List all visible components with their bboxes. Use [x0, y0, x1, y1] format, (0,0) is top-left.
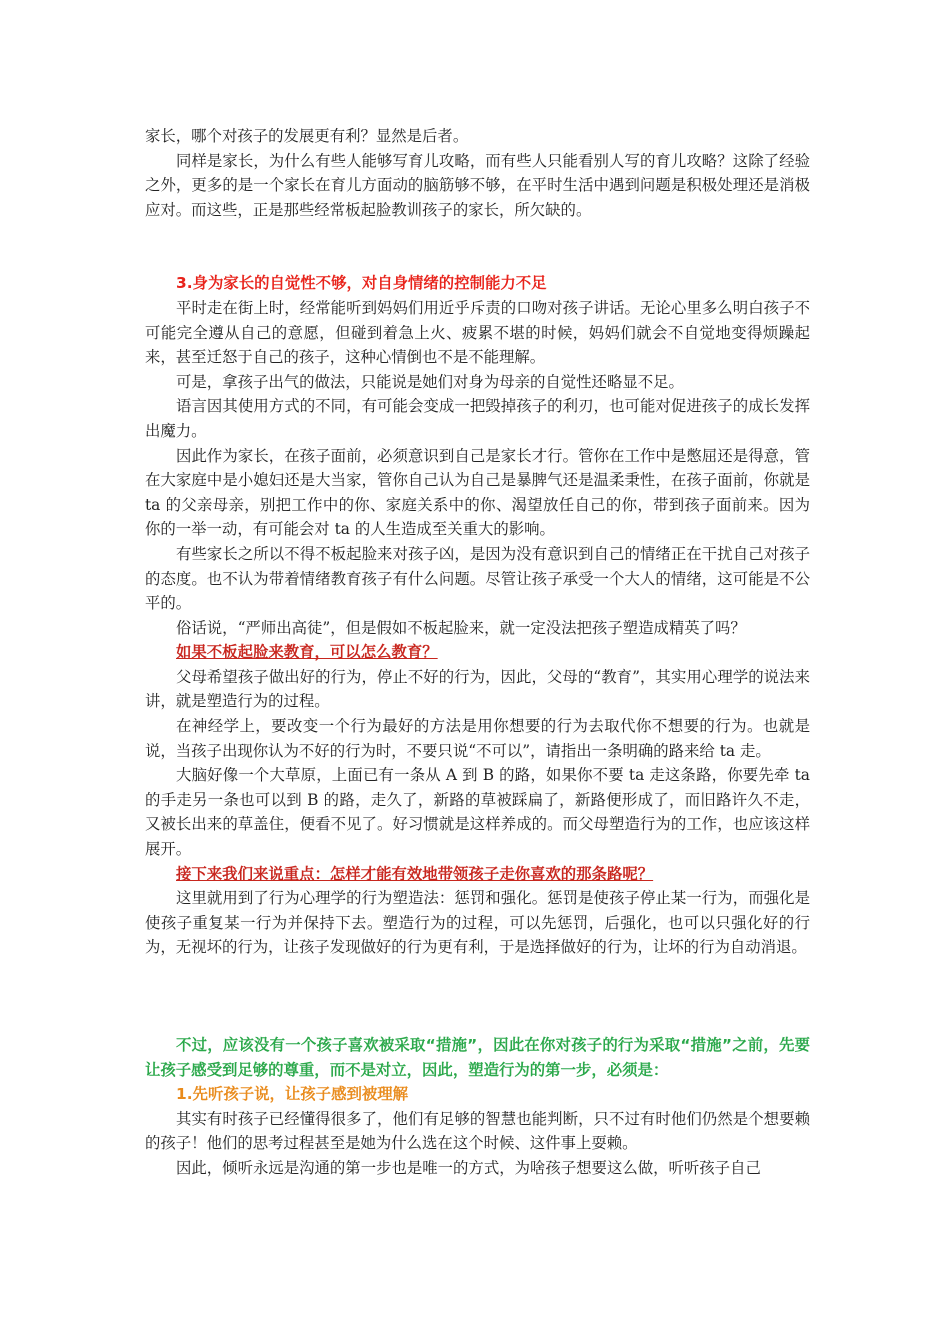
paragraph: 在神经学上，要改变一个行为最好的方法是用你想要的行为去取代你不想要的行为。也就是说，当孩子出现你认为不好的行为时，不要只说“不可以”，请指出一条明确的路来给 ta 走。 — [145, 717, 810, 760]
paragraph: 大脑好像一个大草原，上面已有一条从 A 到 B 的路，如果你不要 ta 走这条路，你要先牵 ta 的手走另一条也可以到 B 的路，走久了，新路的草被踩扁了，新路便形成了，而旧路许久不走，又被长出来的草盖住，便看不见了。好习惯就是这样养成的。而父母塑造行为的工作，也应该这样展开。 — [145, 766, 810, 859]
paragraph: 家长，哪个对孩子的发展更有利？显然是后者。 — [145, 127, 469, 145]
paragraph: 因此，倾听永远是沟通的第一步也是唯一的方式，为啥孩子想要这么做，听听孩子自己 — [176, 1158, 761, 1177]
spacer — [145, 960, 810, 1033]
key-point-heading: 接下来我们来说重点：怎样才能有效地带领孩子走你喜欢的那条路呢？ — [176, 864, 654, 883]
section-heading-3: 3.身为家长的自觉性不够，对自身情绪的控制能力不足 — [176, 274, 547, 293]
spacer — [145, 222, 810, 271]
paragraph: 父母希望孩子做出好的行为，停止不好的行为，因此，父母的“教育”，其实用心理学的说法来讲，就是塑造行为的过程。 — [145, 667, 810, 711]
step-heading-1: 1.先听孩子说，让孩子感到被理解 — [176, 1085, 409, 1104]
paragraph: 语言因其使用方式的不同，有可能会变成一把毁掉孩子的利刃，也可能对促进孩子的成长发挥出魔力。 — [145, 397, 810, 440]
paragraph: 有些家长之所以不得不板起脸来对孩子凶，是因为没有意识到自己的情绪正在干扰自己对孩子的态度。也不认为带着情绪教育孩子有什么问题。尽管让孩子承受一个大人的情绪，这可能是不公平的。 — [145, 544, 810, 613]
highlight-paragraph: 不过，应该没有一个孩子喜欢被采取“措施”，因此在你对孩子的行为采取“措施”之前，先要让孩子感受到足够的尊重，而不是对立，因此，塑造行为的第一步，必须是： — [145, 1036, 810, 1079]
article-body — [145, 124, 810, 1181]
paragraph: 可是，拿孩子出气的做法，只能说是她们对身为母亲的自觉性还略显不足。 — [176, 372, 684, 391]
question-heading: 如果不板起脸来教育，可以怎么教育？ — [176, 643, 438, 662]
paragraph: 同样是家长，为什么有些人能够写育儿攻略，而有些人只能看别人写的育儿攻略？这除了经验之外，更多的是一个家长在育儿方面动的脑筋够不够，在平时生活中遇到问题是积极处理还是消极应对。而这些，正是那些经常板起脸教训孩子的家长，所欠缺的。 — [145, 151, 810, 219]
paragraph: 俗话说，“严师出高徒”，但是假如不板起脸来，就一定没法把孩子塑造成精英了吗？ — [176, 618, 746, 637]
paragraph: 其实有时孩子已经懂得很多了，他们有足够的智慧也能判断，只不过有时他们仍然是个想要赖的孩子！他们的思考过程甚至是她为什么选在这个时候、这件事上耍赖。 — [145, 1109, 810, 1153]
paragraph: 平时走在街上时，经常能听到妈妈们用近乎斥责的口吻对孩子讲话。无论心里多么明白孩子不可能完全遵从自己的意愿，但碰到着急上火、疲累不堪的时候，妈妈们就会不自觉地变得烦躁起来，甚至迁怒于自己的孩子，这种心情倒也不是不能理解。 — [145, 298, 810, 367]
paragraph: 因此作为家长，在孩子面前，必须意识到自己是家长才行。管你在工作中是憋屈还是得意，管在大家庭中是小媳妇还是大当家，管你自己认为自己是暴脾气还是温柔秉性，在孩子面前，你就是 ta 的父亲母亲，别把工作中的你、家庭关系中的你、渴望放任自己的你，带到孩子面前来。因为你的一举一动，有可能会对 ta 的人生造成至关重大的影响。 — [145, 446, 810, 539]
paragraph: 这里就用到了行为心理学的行为塑造法：惩罚和强化。惩罚是使孩子停止某一行为，而强化是使孩子重复某一行为并保持下去。塑造行为的过程，可以先惩罚，后强化，也可以只强化好的行为，无视坏的行为，让孩子发现做好的行为更有利，于是选择做好的行为，让坏的行为自动消退。 — [145, 889, 810, 957]
